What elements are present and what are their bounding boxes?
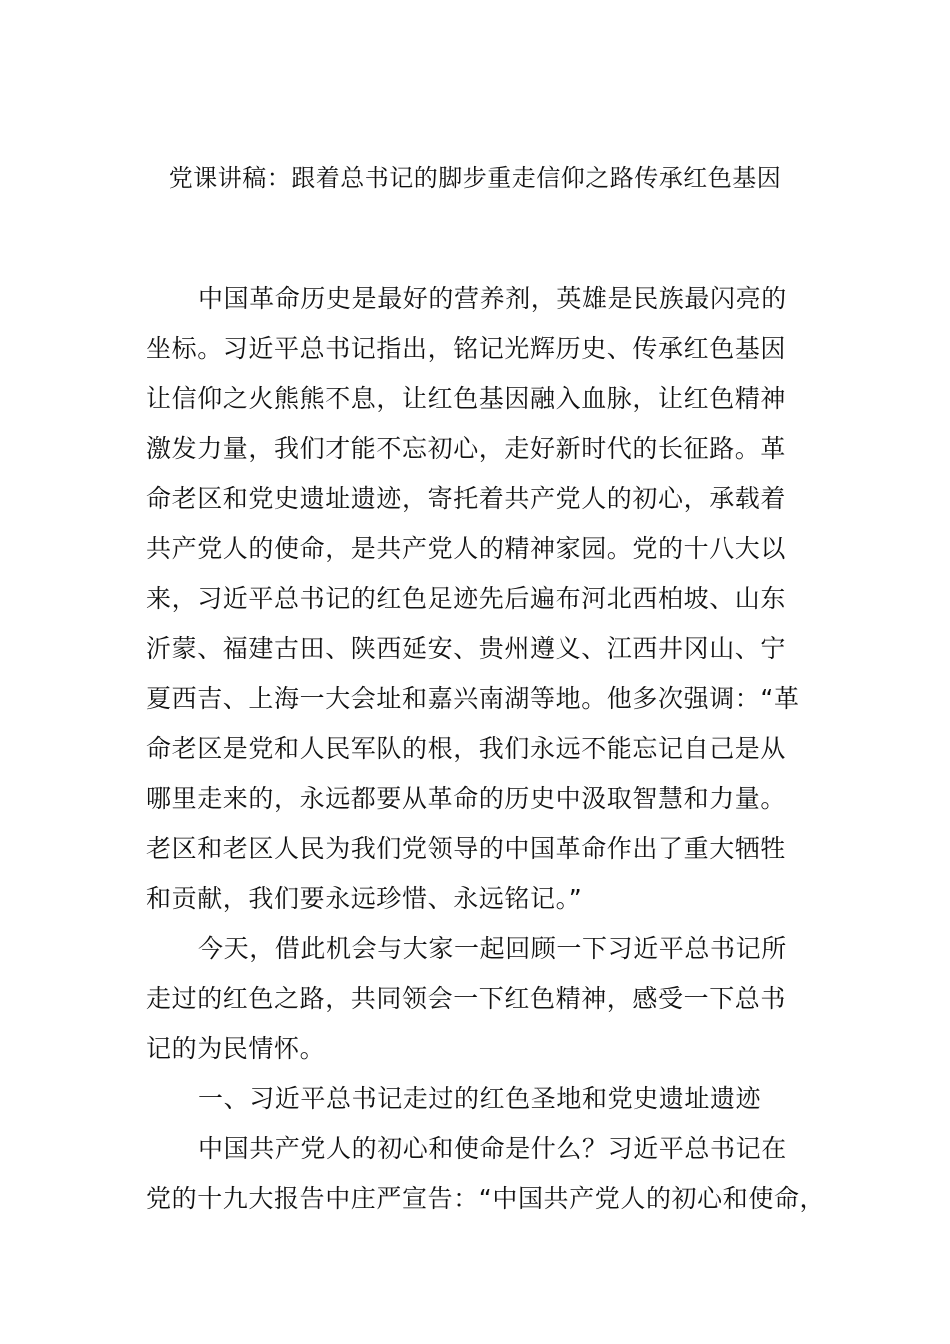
paragraph-line: 中国共产党人的初心和使命是什么？习近平总书记在	[198, 1134, 787, 1163]
document-body	[146, 274, 826, 1224]
paragraph-line: 哪里走来的，永远都要从革命的历史中汲取智慧和力量。	[146, 784, 787, 813]
paragraph-line: 夏西吉、上海一大会址和嘉兴南湖等地。他多次强调：“革	[146, 684, 800, 713]
section-heading: 一、习近平总书记走过的红色圣地和党史遗址遗迹	[198, 1084, 762, 1113]
paragraph-line: 坐标。习近平总书记指出，铭记光辉历史、传承红色基因	[146, 334, 787, 363]
paragraph-line: 沂蒙、福建古田、陕西延安、贵州遵义、江西井冈山、宁	[146, 634, 787, 663]
paragraph-line: 命老区和党史遗址遗迹，寄托着共产党人的初心，承载着	[146, 484, 787, 513]
paragraph-line: 记的为民情怀。	[146, 1034, 326, 1063]
paragraph-line: 今天，借此机会与大家一起回顾一下习近平总书记所	[198, 934, 787, 963]
paragraph-line: 激发力量，我们才能不忘初心，走好新时代的长征路。革	[146, 434, 787, 463]
paragraph-line: 共产党人的使命，是共产党人的精神家园。党的十八大以	[146, 534, 787, 563]
paragraph-line: 让信仰之火熊熊不息，让红色基因融入血脉，让红色精神	[146, 384, 787, 413]
paragraph-line: 和贡献，我们要永远珍惜、永远铭记。”	[146, 884, 583, 913]
paragraph-line: 党的十九大报告中庄严宣告：“中国共产党人的初心和使命，	[146, 1184, 826, 1213]
document-title: 党课讲稿：跟着总书记的脚步重走信仰之路传承红色基因	[168, 164, 782, 192]
paragraph-line: 命老区是党和人民军队的根，我们永远不能忘记自己是从	[146, 734, 787, 763]
paragraph-line: 老区和老区人民为我们党领导的中国革命作出了重大牺牲	[146, 834, 787, 863]
paragraph-line: 中国革命历史是最好的营养剂，英雄是民族最闪亮的	[198, 284, 787, 313]
paragraph-line: 来，习近平总书记的红色足迹先后遍布河北西柏坡、山东	[146, 584, 787, 613]
paragraph-line: 走过的红色之路，共同领会一下红色精神，感受一下总书	[146, 984, 787, 1013]
